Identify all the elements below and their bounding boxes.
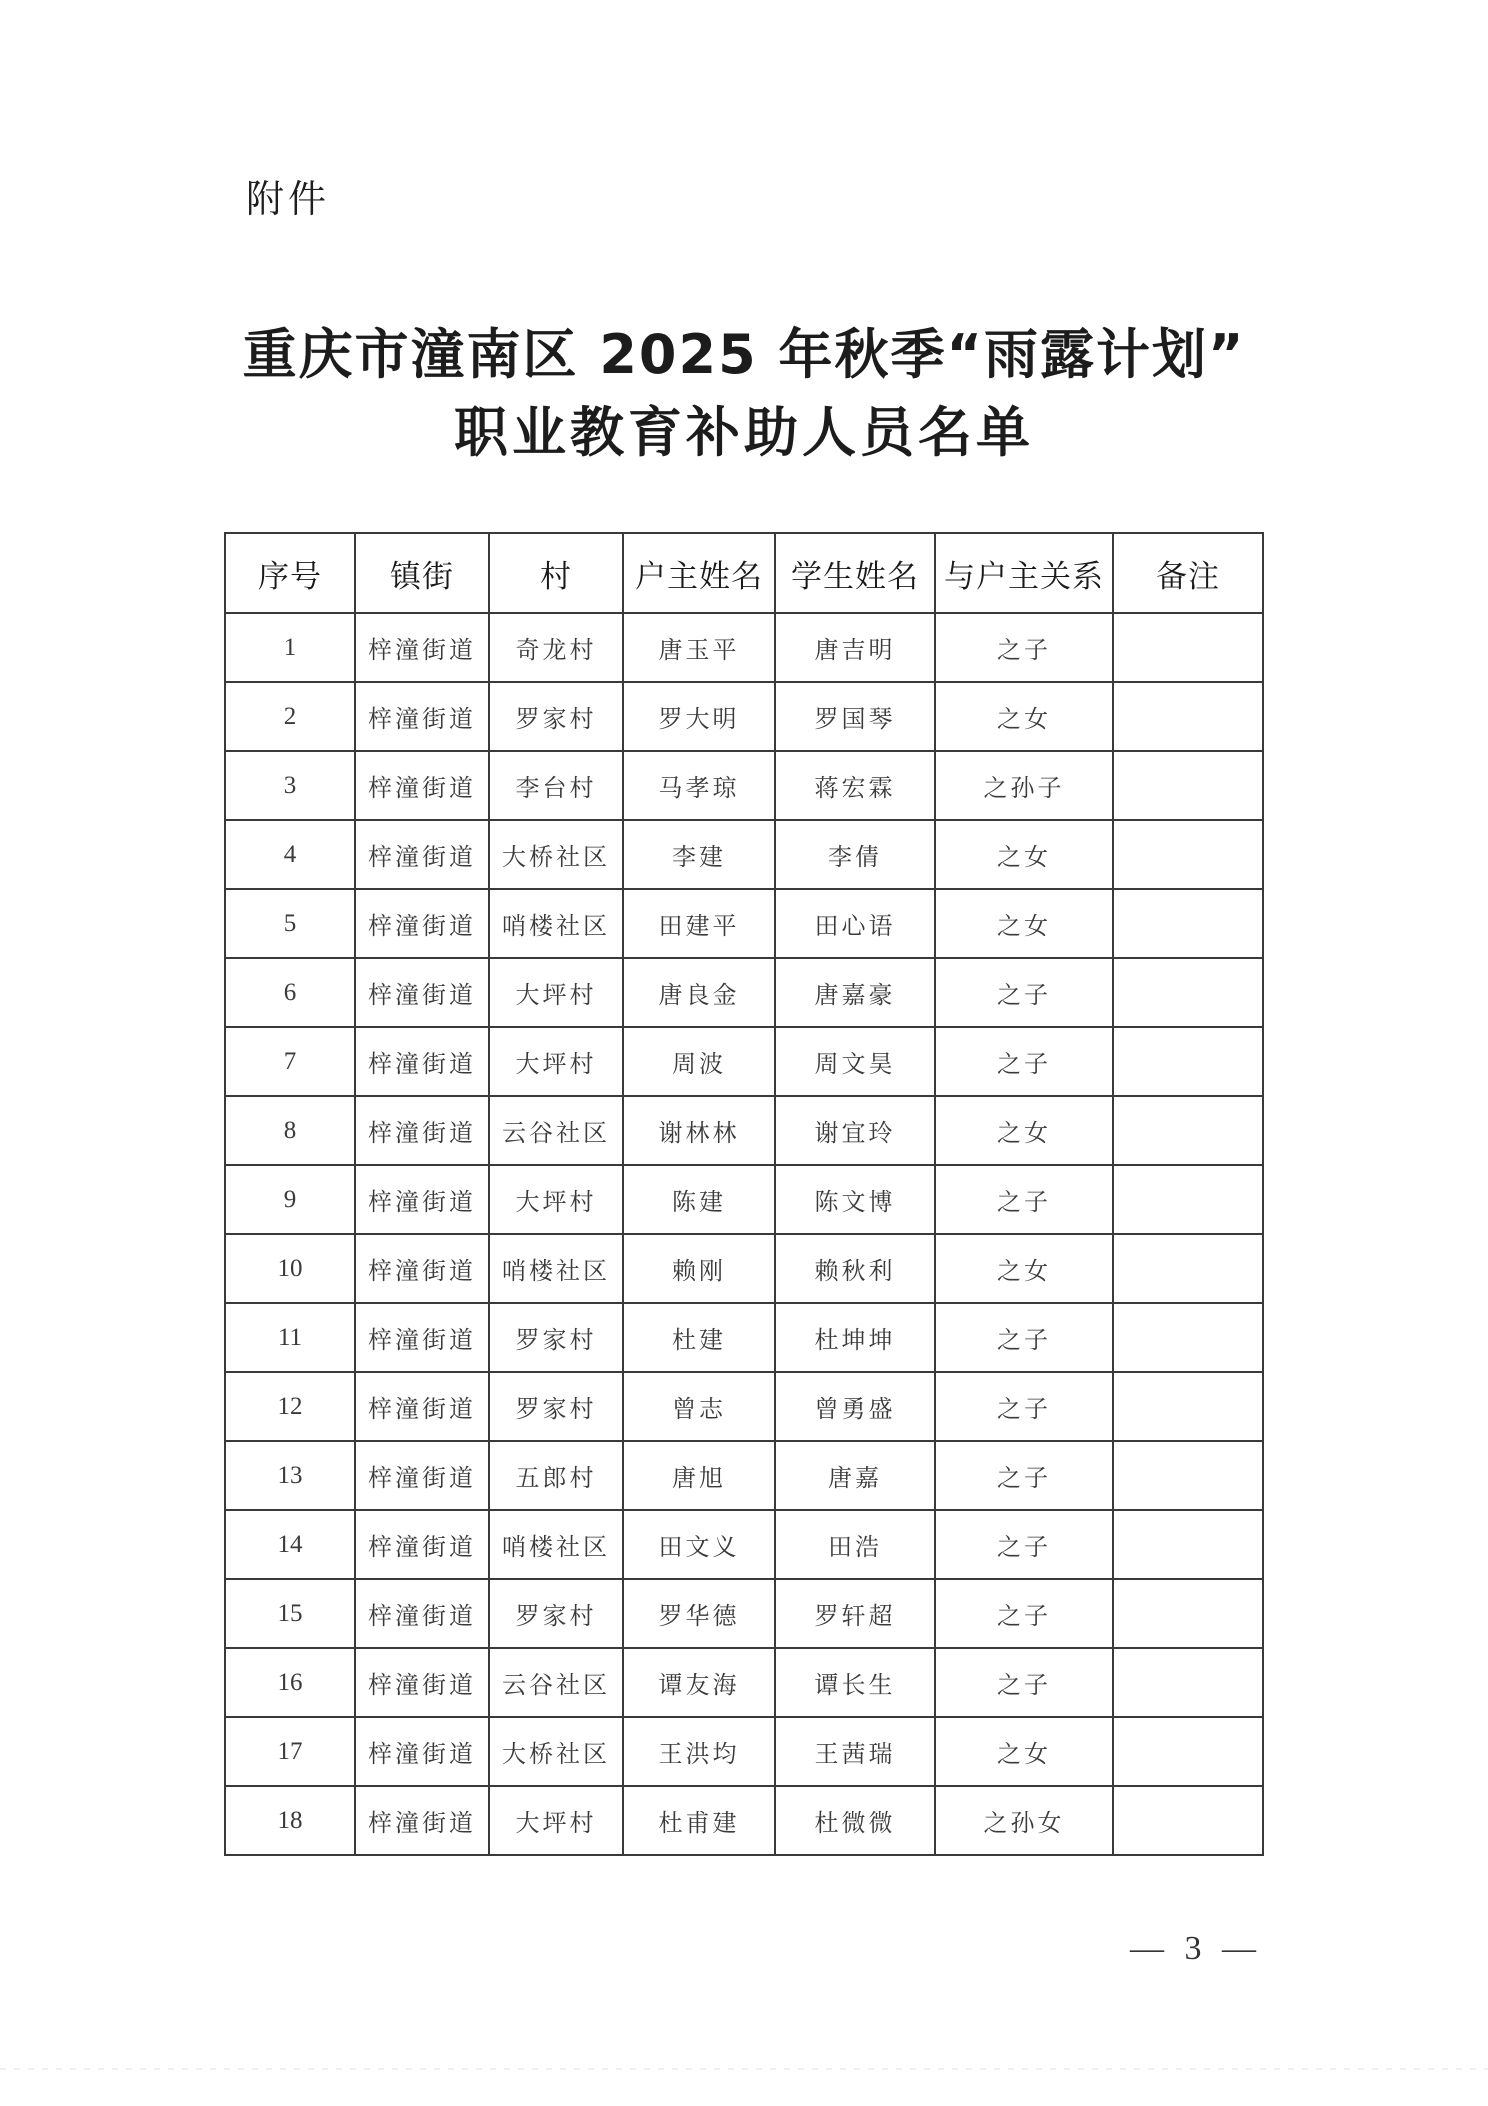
- cell-village: 罗家村: [489, 682, 623, 751]
- header-town-street: 镇街: [355, 533, 489, 613]
- table-row: [225, 1165, 1263, 1234]
- cell-householder-name: 谭友海: [623, 1648, 775, 1717]
- cell-householder-name: 杜甫建: [623, 1786, 775, 1855]
- cell-town-street: 梓潼街道: [355, 1648, 489, 1717]
- cell-town-street: 梓潼街道: [355, 682, 489, 751]
- cell-remarks: [1113, 613, 1263, 682]
- cell-index: 10: [225, 1234, 355, 1303]
- cell-remarks: [1113, 1648, 1263, 1717]
- cell-index: 15: [225, 1579, 355, 1648]
- cell-village: 哨楼社区: [489, 889, 623, 958]
- cell-village: 大桥社区: [489, 1717, 623, 1786]
- cell-remarks: [1113, 751, 1263, 820]
- cell-relationship: 之孙女: [935, 1786, 1113, 1855]
- cell-index: 5: [225, 889, 355, 958]
- cell-relationship: 之女: [935, 1234, 1113, 1303]
- cell-remarks: [1113, 1372, 1263, 1441]
- cell-town-street: 梓潼街道: [355, 1372, 489, 1441]
- cell-village: 哨楼社区: [489, 1510, 623, 1579]
- cell-index: 14: [225, 1510, 355, 1579]
- cell-town-street: 梓潼街道: [355, 958, 489, 1027]
- table-row: [225, 1303, 1263, 1372]
- cell-town-street: 梓潼街道: [355, 751, 489, 820]
- cell-student-name: 李倩: [775, 820, 935, 889]
- table-row: [225, 820, 1263, 889]
- cell-householder-name: 唐良金: [623, 958, 775, 1027]
- cell-town-street: 梓潼街道: [355, 1027, 489, 1096]
- cell-student-name: 罗国琴: [775, 682, 935, 751]
- cell-relationship: 之女: [935, 820, 1113, 889]
- cell-index: 17: [225, 1717, 355, 1786]
- cell-relationship: 之女: [935, 1717, 1113, 1786]
- header-relationship: 与户主关系: [935, 533, 1113, 613]
- cell-index: 1: [225, 613, 355, 682]
- table-row: [225, 1786, 1263, 1855]
- cell-student-name: 蒋宏霖: [775, 751, 935, 820]
- cell-householder-name: 田文义: [623, 1510, 775, 1579]
- cell-householder-name: 周波: [623, 1027, 775, 1096]
- cell-remarks: [1113, 889, 1263, 958]
- cell-relationship: 之子: [935, 1648, 1113, 1717]
- cell-remarks: [1113, 820, 1263, 889]
- cell-relationship: 之子: [935, 613, 1113, 682]
- cell-student-name: 赖秋利: [775, 1234, 935, 1303]
- cell-index: 6: [225, 958, 355, 1027]
- cell-remarks: [1113, 1510, 1263, 1579]
- cell-student-name: 田浩: [775, 1510, 935, 1579]
- table-row: [225, 1027, 1263, 1096]
- cell-town-street: 梓潼街道: [355, 1234, 489, 1303]
- cell-town-street: 梓潼街道: [355, 1717, 489, 1786]
- cell-village: 云谷社区: [489, 1096, 623, 1165]
- cell-index: 7: [225, 1027, 355, 1096]
- table-row: [225, 889, 1263, 958]
- cell-remarks: [1113, 958, 1263, 1027]
- table-row: [225, 1717, 1263, 1786]
- cell-remarks: [1113, 1096, 1263, 1165]
- table-header-row: [225, 533, 1263, 613]
- cell-town-street: 梓潼街道: [355, 1165, 489, 1234]
- cell-index: 13: [225, 1441, 355, 1510]
- cell-householder-name: 罗大明: [623, 682, 775, 751]
- cell-town-street: 梓潼街道: [355, 889, 489, 958]
- document-title-line-2: 职业教育补助人员名单: [454, 401, 1034, 464]
- table-row: [225, 682, 1263, 751]
- cell-village: 奇龙村: [489, 613, 623, 682]
- cell-relationship: 之子: [935, 1303, 1113, 1372]
- table-row: [225, 751, 1263, 820]
- header-householder-name: 户主姓名: [623, 533, 775, 613]
- cell-village: 罗家村: [489, 1579, 623, 1648]
- cell-student-name: 唐嘉豪: [775, 958, 935, 1027]
- header-village: 村: [489, 533, 623, 613]
- cell-relationship: 之子: [935, 958, 1113, 1027]
- cell-relationship: 之女: [935, 889, 1113, 958]
- cell-village: 李台村: [489, 751, 623, 820]
- cell-householder-name: 田建平: [623, 889, 775, 958]
- cell-index: 9: [225, 1165, 355, 1234]
- table-row: [225, 1579, 1263, 1648]
- cell-student-name: 唐吉明: [775, 613, 935, 682]
- cell-index: 8: [225, 1096, 355, 1165]
- cell-village: 大坪村: [489, 958, 623, 1027]
- document-title-line-1: 重庆市潼南区 2025 年秋季“雨露计划”: [242, 323, 1246, 386]
- cell-student-name: 杜微微: [775, 1786, 935, 1855]
- cell-remarks: [1113, 1165, 1263, 1234]
- cell-relationship: 之女: [935, 682, 1113, 751]
- cell-relationship: 之子: [935, 1165, 1113, 1234]
- cell-householder-name: 曾志: [623, 1372, 775, 1441]
- cell-village: 罗家村: [489, 1303, 623, 1372]
- cell-town-street: 梓潼街道: [355, 1441, 489, 1510]
- cell-student-name: 田心语: [775, 889, 935, 958]
- cell-householder-name: 杜建: [623, 1303, 775, 1372]
- cell-index: 16: [225, 1648, 355, 1717]
- cell-town-street: 梓潼街道: [355, 1303, 489, 1372]
- cell-householder-name: 马孝琼: [623, 751, 775, 820]
- page-number: — 3 —: [1130, 1930, 1262, 1967]
- cell-remarks: [1113, 1786, 1263, 1855]
- cell-student-name: 陈文博: [775, 1165, 935, 1234]
- cell-town-street: 梓潼街道: [355, 613, 489, 682]
- cell-relationship: 之子: [935, 1579, 1113, 1648]
- cell-village: 大桥社区: [489, 820, 623, 889]
- cell-student-name: 罗轩超: [775, 1579, 935, 1648]
- table-row: [225, 1096, 1263, 1165]
- cell-village: 罗家村: [489, 1372, 623, 1441]
- cell-index: 18: [225, 1786, 355, 1855]
- cell-index: 11: [225, 1303, 355, 1372]
- table-row: [225, 1441, 1263, 1510]
- cell-householder-name: 罗华德: [623, 1579, 775, 1648]
- cell-remarks: [1113, 1717, 1263, 1786]
- cell-remarks: [1113, 1027, 1263, 1096]
- table-row: [225, 1510, 1263, 1579]
- cell-householder-name: 赖刚: [623, 1234, 775, 1303]
- cell-remarks: [1113, 1303, 1263, 1372]
- cell-village: 哨楼社区: [489, 1234, 623, 1303]
- cell-student-name: 周文昊: [775, 1027, 935, 1096]
- header-student-name: 学生姓名: [775, 533, 935, 613]
- cell-relationship: 之子: [935, 1510, 1113, 1579]
- cell-remarks: [1113, 682, 1263, 751]
- cell-index: 2: [225, 682, 355, 751]
- table-row: [225, 958, 1263, 1027]
- cell-index: 3: [225, 751, 355, 820]
- cell-householder-name: 李建: [623, 820, 775, 889]
- table-row: [225, 1648, 1263, 1717]
- cell-relationship: 之孙子: [935, 751, 1113, 820]
- cell-index: 4: [225, 820, 355, 889]
- cell-town-street: 梓潼街道: [355, 820, 489, 889]
- cell-town-street: 梓潼街道: [355, 1096, 489, 1165]
- cell-student-name: 杜坤坤: [775, 1303, 935, 1372]
- header-remarks: 备注: [1113, 533, 1263, 613]
- scan-edge-line: [0, 2068, 1488, 2070]
- cell-village: 大坪村: [489, 1165, 623, 1234]
- cell-village: 大坪村: [489, 1027, 623, 1096]
- cell-town-street: 梓潼街道: [355, 1510, 489, 1579]
- cell-householder-name: 王洪均: [623, 1717, 775, 1786]
- cell-relationship: 之子: [935, 1027, 1113, 1096]
- cell-remarks: [1113, 1234, 1263, 1303]
- cell-index: 12: [225, 1372, 355, 1441]
- cell-student-name: 谭长生: [775, 1648, 935, 1717]
- header-index: 序号: [225, 533, 355, 613]
- cell-village: 大坪村: [489, 1786, 623, 1855]
- cell-householder-name: 谢林林: [623, 1096, 775, 1165]
- cell-town-street: 梓潼街道: [355, 1786, 489, 1855]
- cell-student-name: 王茜瑞: [775, 1717, 935, 1786]
- cell-relationship: 之女: [935, 1096, 1113, 1165]
- table-row: [225, 1372, 1263, 1441]
- cell-student-name: 谢宜玲: [775, 1096, 935, 1165]
- cell-village: 云谷社区: [489, 1648, 623, 1717]
- cell-town-street: 梓潼街道: [355, 1579, 489, 1648]
- attachment-label: 附件: [246, 177, 331, 221]
- cell-householder-name: 唐玉平: [623, 613, 775, 682]
- table-body: [225, 613, 1263, 1855]
- cell-relationship: 之子: [935, 1372, 1113, 1441]
- cell-remarks: [1113, 1441, 1263, 1510]
- cell-student-name: 唐嘉: [775, 1441, 935, 1510]
- cell-householder-name: 陈建: [623, 1165, 775, 1234]
- table-row: [225, 1234, 1263, 1303]
- cell-remarks: [1113, 1579, 1263, 1648]
- cell-student-name: 曾勇盛: [775, 1372, 935, 1441]
- cell-village: 五郎村: [489, 1441, 623, 1510]
- table-row: [225, 613, 1263, 682]
- cell-householder-name: 唐旭: [623, 1441, 775, 1510]
- cell-relationship: 之子: [935, 1441, 1113, 1510]
- subsidy-roster-table: [224, 532, 1264, 1856]
